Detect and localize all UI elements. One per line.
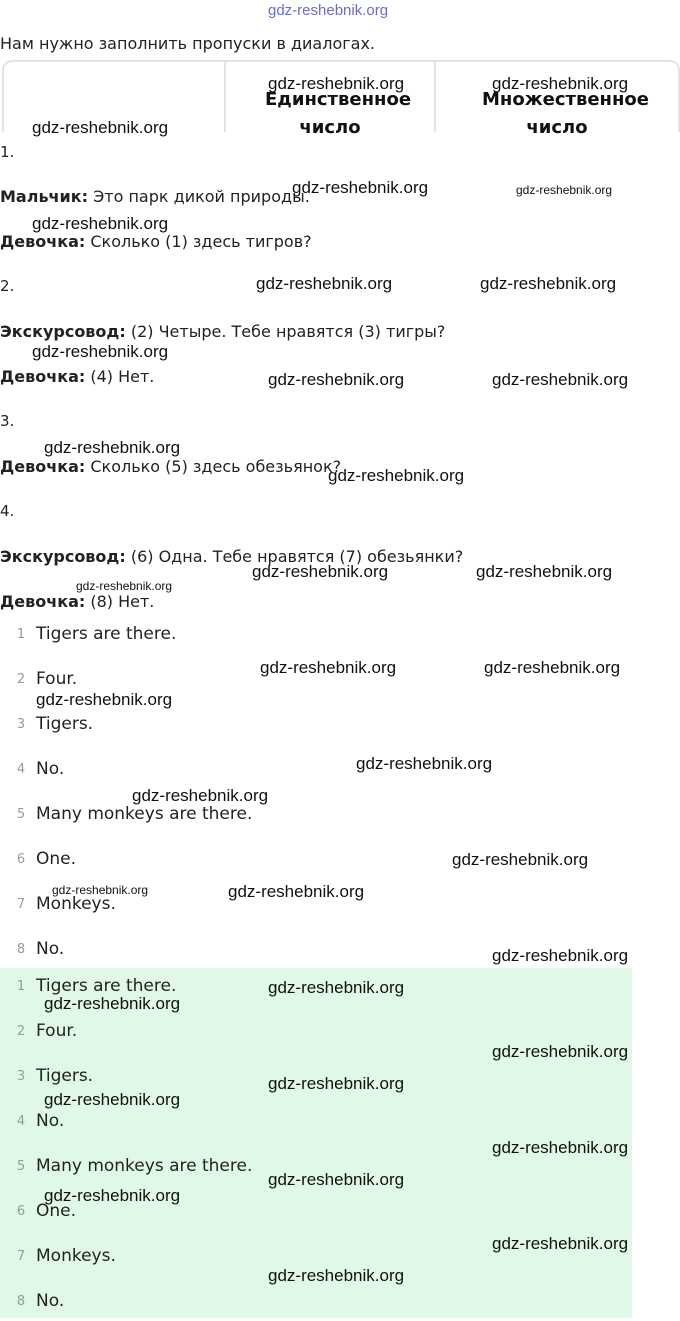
watermark: gdz-reshebnik.org — [228, 882, 365, 901]
item-number: 3 — [16, 717, 26, 732]
watermark: gdz-reshebnik.org — [32, 214, 169, 233]
item-text: Four. — [36, 1021, 78, 1041]
watermark: gdz-reshebnik.org — [268, 370, 405, 389]
dialog-line — [0, 457, 341, 476]
site-link[interactable]: gdz-reshebnik.org — [268, 2, 389, 19]
item-number: 1 — [16, 979, 26, 994]
line-text: Это парк дикой природы. — [88, 187, 310, 206]
item-number: 7 — [16, 1249, 26, 1264]
item-number: 1 — [16, 627, 26, 642]
watermark: gdz-reshebnik.org — [36, 690, 173, 709]
watermark: gdz-reshebnik.org — [492, 946, 629, 965]
item-text: Tigers are there. — [36, 976, 177, 996]
watermark: gdz-reshebnik.org — [252, 562, 389, 581]
watermark: gdz-reshebnik.org — [476, 562, 613, 581]
dialog-number: 3. — [0, 412, 15, 430]
item-number: 8 — [16, 1294, 26, 1309]
watermark: gdz-reshebnik.org — [484, 658, 621, 677]
watermark: gdz-reshebnik.org — [492, 1042, 629, 1061]
speaker-label: Экскурсовод: — [0, 547, 126, 566]
line-text: (6) Одна. Тебе нравятся (7) обезьянки? — [125, 547, 464, 566]
watermark: gdz-reshebnik.org — [268, 74, 405, 93]
watermark: gdz-reshebnik.org — [52, 883, 149, 897]
item-number: 2 — [16, 1024, 26, 1039]
item-text: Tigers. — [36, 714, 94, 734]
watermark: gdz-reshebnik.org — [268, 978, 405, 997]
speaker-label: Экскурсовод: — [0, 322, 126, 341]
item-number: 2 — [16, 672, 26, 687]
watermark: gdz-reshebnik.org — [76, 579, 173, 593]
dialog-number: 4. — [0, 502, 15, 520]
line-text: Сколько (1) здесь тигров? — [85, 232, 312, 251]
watermark: gdz-reshebnik.org — [44, 1186, 181, 1205]
watermark: gdz-reshebnik.org — [452, 850, 589, 869]
dialog-line — [0, 322, 445, 341]
watermark: gdz-reshebnik.org — [516, 183, 613, 197]
col-singular-title: Единственное число — [265, 89, 412, 138]
item-text: Many monkeys are there. — [36, 804, 253, 824]
item-text: Monkeys. — [36, 894, 116, 914]
item-number: 6 — [16, 1204, 26, 1219]
item-number: 6 — [16, 852, 26, 867]
watermark: gdz-reshebnik.org — [492, 74, 629, 93]
speaker-label: Девочка: — [0, 232, 86, 251]
item-number: 4 — [16, 762, 26, 777]
item-number: 4 — [16, 1114, 26, 1129]
watermark: gdz-reshebnik.org — [44, 1090, 181, 1109]
col-plural-title: Множественное число — [482, 89, 649, 138]
dialog-number: 1. — [0, 143, 15, 161]
dialog-line — [0, 232, 312, 251]
watermark: gdz-reshebnik.org — [44, 438, 181, 457]
watermark: gdz-reshebnik.org — [268, 1170, 405, 1189]
watermark: gdz-reshebnik.org — [256, 274, 393, 293]
watermark: gdz-reshebnik.org — [32, 342, 169, 361]
line-text: (8) Нет. — [85, 592, 155, 611]
dialog-line — [0, 547, 463, 566]
item-text: One. — [36, 849, 77, 869]
dialog-line — [0, 187, 310, 206]
item-number: 5 — [16, 807, 26, 822]
watermark: gdz-reshebnik.org — [292, 178, 429, 197]
speaker-label: Девочка: — [0, 367, 86, 386]
watermark: gdz-reshebnik.org — [268, 1266, 405, 1285]
watermark: gdz-reshebnik.org — [492, 1234, 629, 1253]
item-number: 3 — [16, 1069, 26, 1084]
table-col-plural — [434, 60, 680, 138]
item-text: No. — [36, 1111, 65, 1131]
watermark: gdz-reshebnik.org — [132, 786, 269, 805]
speaker-label: Мальчик: — [0, 187, 89, 206]
watermark: gdz-reshebnik.org — [356, 754, 493, 773]
item-text: Monkeys. — [36, 1246, 116, 1266]
item-text: Four. — [36, 669, 78, 689]
watermark: gdz-reshebnik.org — [328, 466, 465, 485]
item-text: Tigers. — [36, 1066, 94, 1086]
item-text: Tigers are there. — [36, 624, 177, 644]
watermark: gdz-reshebnik.org — [44, 994, 181, 1013]
line-text: (4) Нет. — [85, 367, 155, 386]
dialog-line — [0, 592, 154, 611]
watermark: gdz-reshebnik.org — [492, 370, 629, 389]
item-number: 5 — [16, 1159, 26, 1174]
instruction-text: Нам нужно заполнить пропуски в диалогах. — [0, 34, 375, 53]
speaker-label: Девочка: — [0, 457, 86, 476]
item-number: 7 — [16, 897, 26, 912]
item-text: No. — [36, 1291, 65, 1311]
watermark: gdz-reshebnik.org — [32, 118, 169, 137]
dialog-line — [0, 367, 154, 386]
watermark: gdz-reshebnik.org — [480, 274, 617, 293]
item-number: 8 — [16, 942, 26, 957]
item-text: No. — [36, 939, 65, 959]
line-text: Сколько (5) здесь обезьянок? — [85, 457, 342, 476]
line-text: (2) Четыре. Тебе нравятся (3) тигры? — [125, 322, 446, 341]
watermark: gdz-reshebnik.org — [260, 658, 397, 677]
item-text: One. — [36, 1201, 77, 1221]
dialog-number: 2. — [0, 277, 15, 295]
item-text: No. — [36, 759, 65, 779]
watermark: gdz-reshebnik.org — [268, 1074, 405, 1093]
watermark: gdz-reshebnik.org — [492, 1138, 629, 1157]
item-text: Many monkeys are there. — [36, 1156, 253, 1176]
table-col-singular — [226, 60, 436, 138]
speaker-label: Девочка: — [0, 592, 86, 611]
